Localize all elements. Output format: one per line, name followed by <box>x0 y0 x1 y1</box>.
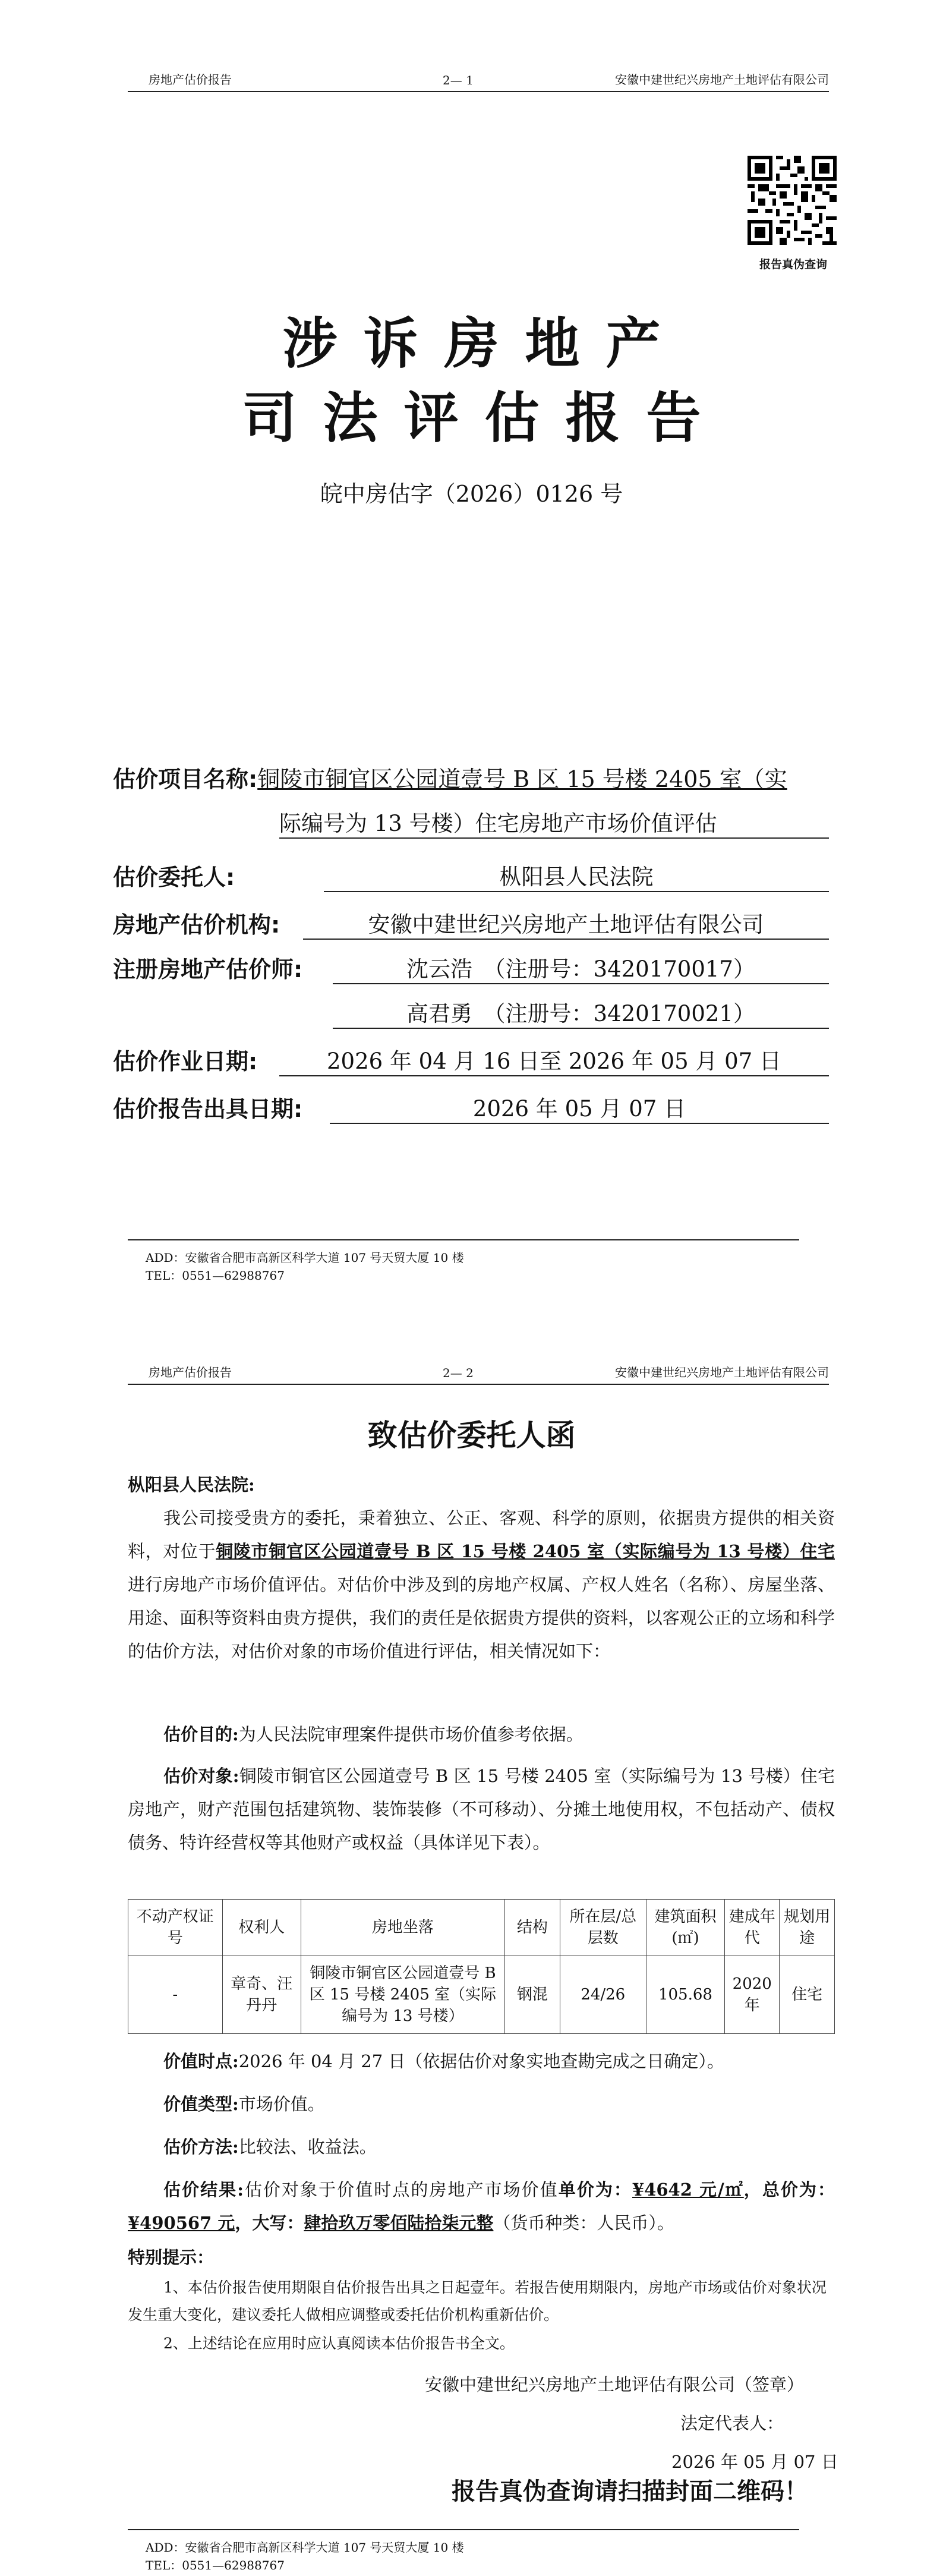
header-page-number: 2— 2 <box>443 1366 474 1380</box>
table-cell: 住宅 <box>780 1955 835 2034</box>
object-row: 估价对象:铜陵市铜官区公园道壹号 B 区 15 号楼 2405 室（实际编号为 13 号楼）住宅房地产，财产范围包括建筑物、装饰装修（不可移动）、分摊土地使用权，不包括动产、债权债务、特许经营权等其他财产或权益（具体详见下表）。 <box>128 1766 835 1853</box>
page2-footer <box>128 2529 799 2574</box>
footer-tel: TEL：0551—62988767 <box>146 1268 285 1283</box>
intro-paragraph: 我公司接受贵方的委托，秉着独立、公正、客观、科学的原则，依据贵方提供的相关资料，对位于铜陵市铜官区公园道壹号 B 区 15 号楼 2405 室（实际编号为 13 号楼）住宅进行房地产市场价值评估。对估价中涉及到的房地产权属、产权人姓名（名称）、房屋坐落、用途、面积等资料由贵方提供，我们的责任是依据贵方提供的资料，以客观公正的立场和科学的估价方法，对估价对象的市场价值进行评估，相关情况如下： <box>128 1508 835 1661</box>
table-header: 房地坐落 <box>301 1900 504 1955</box>
method-row: 估价方法:比较法、收益法。 <box>163 2137 377 2157</box>
legal-representative: 法定代表人： <box>680 2413 784 2433</box>
footer-tel: TEL：0551—62988767 <box>146 2558 285 2572</box>
value-type-row: 价值类型:市场价值。 <box>163 2094 325 2114</box>
appraiser-1: 沈云浩 （注册号：3420170017） <box>333 951 829 984</box>
project-name-row <box>113 761 787 793</box>
agency-label: 房地产估价机构: <box>113 912 280 938</box>
table-header-row <box>128 1900 835 1955</box>
table-header: 所在层/总层数 <box>560 1900 646 1955</box>
table-cell: 铜陵市铜官区公园道壹号 B 区 15 号楼 2405 室（实际编号为 13 号楼） <box>301 1955 504 2034</box>
value-time-row: 价值时点:2026 年 04 月 27 日（依据估价对象实地查勘完成之日确定）。 <box>163 2051 724 2071</box>
work-date-value: 2026 年 04 月 16 日至 2026 年 05 月 07 日 <box>279 1043 829 1076</box>
header-company: 安徽中建世纪兴房地产土地评估有限公司 <box>615 73 829 87</box>
table-row <box>128 1955 835 2034</box>
table-header: 规划用途 <box>780 1900 835 1955</box>
issue-date-value: 2026 年 05 月 07 日 <box>330 1091 829 1124</box>
qr-code-icon[interactable] <box>748 156 837 245</box>
upper-amount: 肆拾玖万零佰陆拾柒元整 <box>304 2213 494 2233</box>
purpose-row: 估价目的:为人民法院审理案件提供市场价值参考依据。 <box>163 1724 584 1744</box>
intro-property: 铜陵市铜官区公园道壹号 B 区 15 号楼 2405 室（实际编号为 13 号楼）住宅 <box>216 1541 835 1561</box>
table-header: 建成年代 <box>725 1900 780 1955</box>
table-header: 权利人 <box>222 1900 301 1955</box>
client-value: 枞阳县人民法院 <box>324 859 829 892</box>
report-title-line1: 涉诉房地产 <box>282 312 687 376</box>
table-cell: - <box>128 1955 223 2034</box>
appraiser-label: 注册房地产估价师: <box>113 956 303 982</box>
issue-date-label: 估价报告出具日期: <box>113 1096 303 1122</box>
report-title-line2: 司法评估报告 <box>242 386 727 450</box>
unit-price: ¥4642 元/㎡ <box>632 2180 744 2200</box>
table-header: 建筑面积(㎡) <box>646 1900 724 1955</box>
page2-header <box>128 1361 829 1385</box>
addressee: 枞阳县人民法院: <box>128 1475 255 1495</box>
table-cell: 钢混 <box>505 1955 560 2034</box>
total-price: ¥490567 元 <box>128 2213 235 2233</box>
work-date-label: 估价作业日期: <box>113 1048 258 1075</box>
footer-address: ADD：安徽省合肥市高新区科学大道 107 号天贸大厦 10 楼 <box>146 1251 464 1265</box>
header-left: 房地产估价报告 <box>149 73 232 87</box>
project-name-value-2: 际编号为 13 号楼）住宅房地产市场价值评估 <box>279 805 829 839</box>
table-header: 不动产权证号 <box>128 1900 223 1955</box>
project-name-label: 估价项目名称: <box>113 766 258 792</box>
scan-notice: 报告真伪查询请扫描封面二维码！ <box>452 2478 808 2505</box>
letter-title: 致估价委托人函 <box>367 1418 576 1453</box>
client-label: 估价委托人: <box>113 864 235 890</box>
table-cell: 章奇、汪丹丹 <box>222 1955 301 2034</box>
note-1: 1、本估价报告使用期限自估价报告出具之日起壹年。若报告使用期限内，房地产市场或估价对象状况发生重大变化，建议委托人做相应调整或委托估价机构重新估价。 <box>128 2279 827 2323</box>
table-cell: 24/26 <box>560 1955 646 2034</box>
company-signature: 安徽中建世纪兴房地产土地评估有限公司（签章） <box>425 2375 805 2395</box>
appraiser-2: 高君勇 （注册号：3420170021） <box>333 996 829 1029</box>
report-number: 皖中房估字（2026）0126 号 <box>320 481 623 507</box>
header-company: 安徽中建世纪兴房地产土地评估有限公司 <box>615 1365 829 1380</box>
header-left: 房地产估价报告 <box>149 1365 232 1380</box>
note-2: 2、上述结论在应用时应认真阅读本估价报告书全文。 <box>163 2335 515 2352</box>
project-name-value-1: 铜陵市铜官区公园道壹号 B 区 15 号楼 2405 室（实 <box>257 766 787 792</box>
agency-value: 安徽中建世纪兴房地产土地评估有限公司 <box>303 906 829 940</box>
table-cell: 105.68 <box>646 1955 724 2034</box>
sign-date: 2026 年 05 月 07 日 <box>671 2452 838 2472</box>
page1-footer <box>128 1239 799 1284</box>
notes-title: 特别提示： <box>128 2247 215 2268</box>
table-cell: 2020 年 <box>725 1955 780 2034</box>
qr-label: 报告真伪查询 <box>759 258 827 271</box>
header-page-number: 2— 1 <box>443 73 474 87</box>
footer-address: ADD：安徽省合肥市高新区科学大道 107 号天贸大厦 10 楼 <box>146 2540 464 2555</box>
result-row: 估价结果:估价对象于价值时点的房地产市场价值单价为：¥4642 元/㎡，总价为：¥490567 元，大写：肆拾玖万零佰陆拾柒元整（货币种类：人民币）。 <box>128 2180 835 2233</box>
property-table <box>128 1899 835 2034</box>
page1-header <box>128 68 829 92</box>
table-header: 结构 <box>505 1900 560 1955</box>
